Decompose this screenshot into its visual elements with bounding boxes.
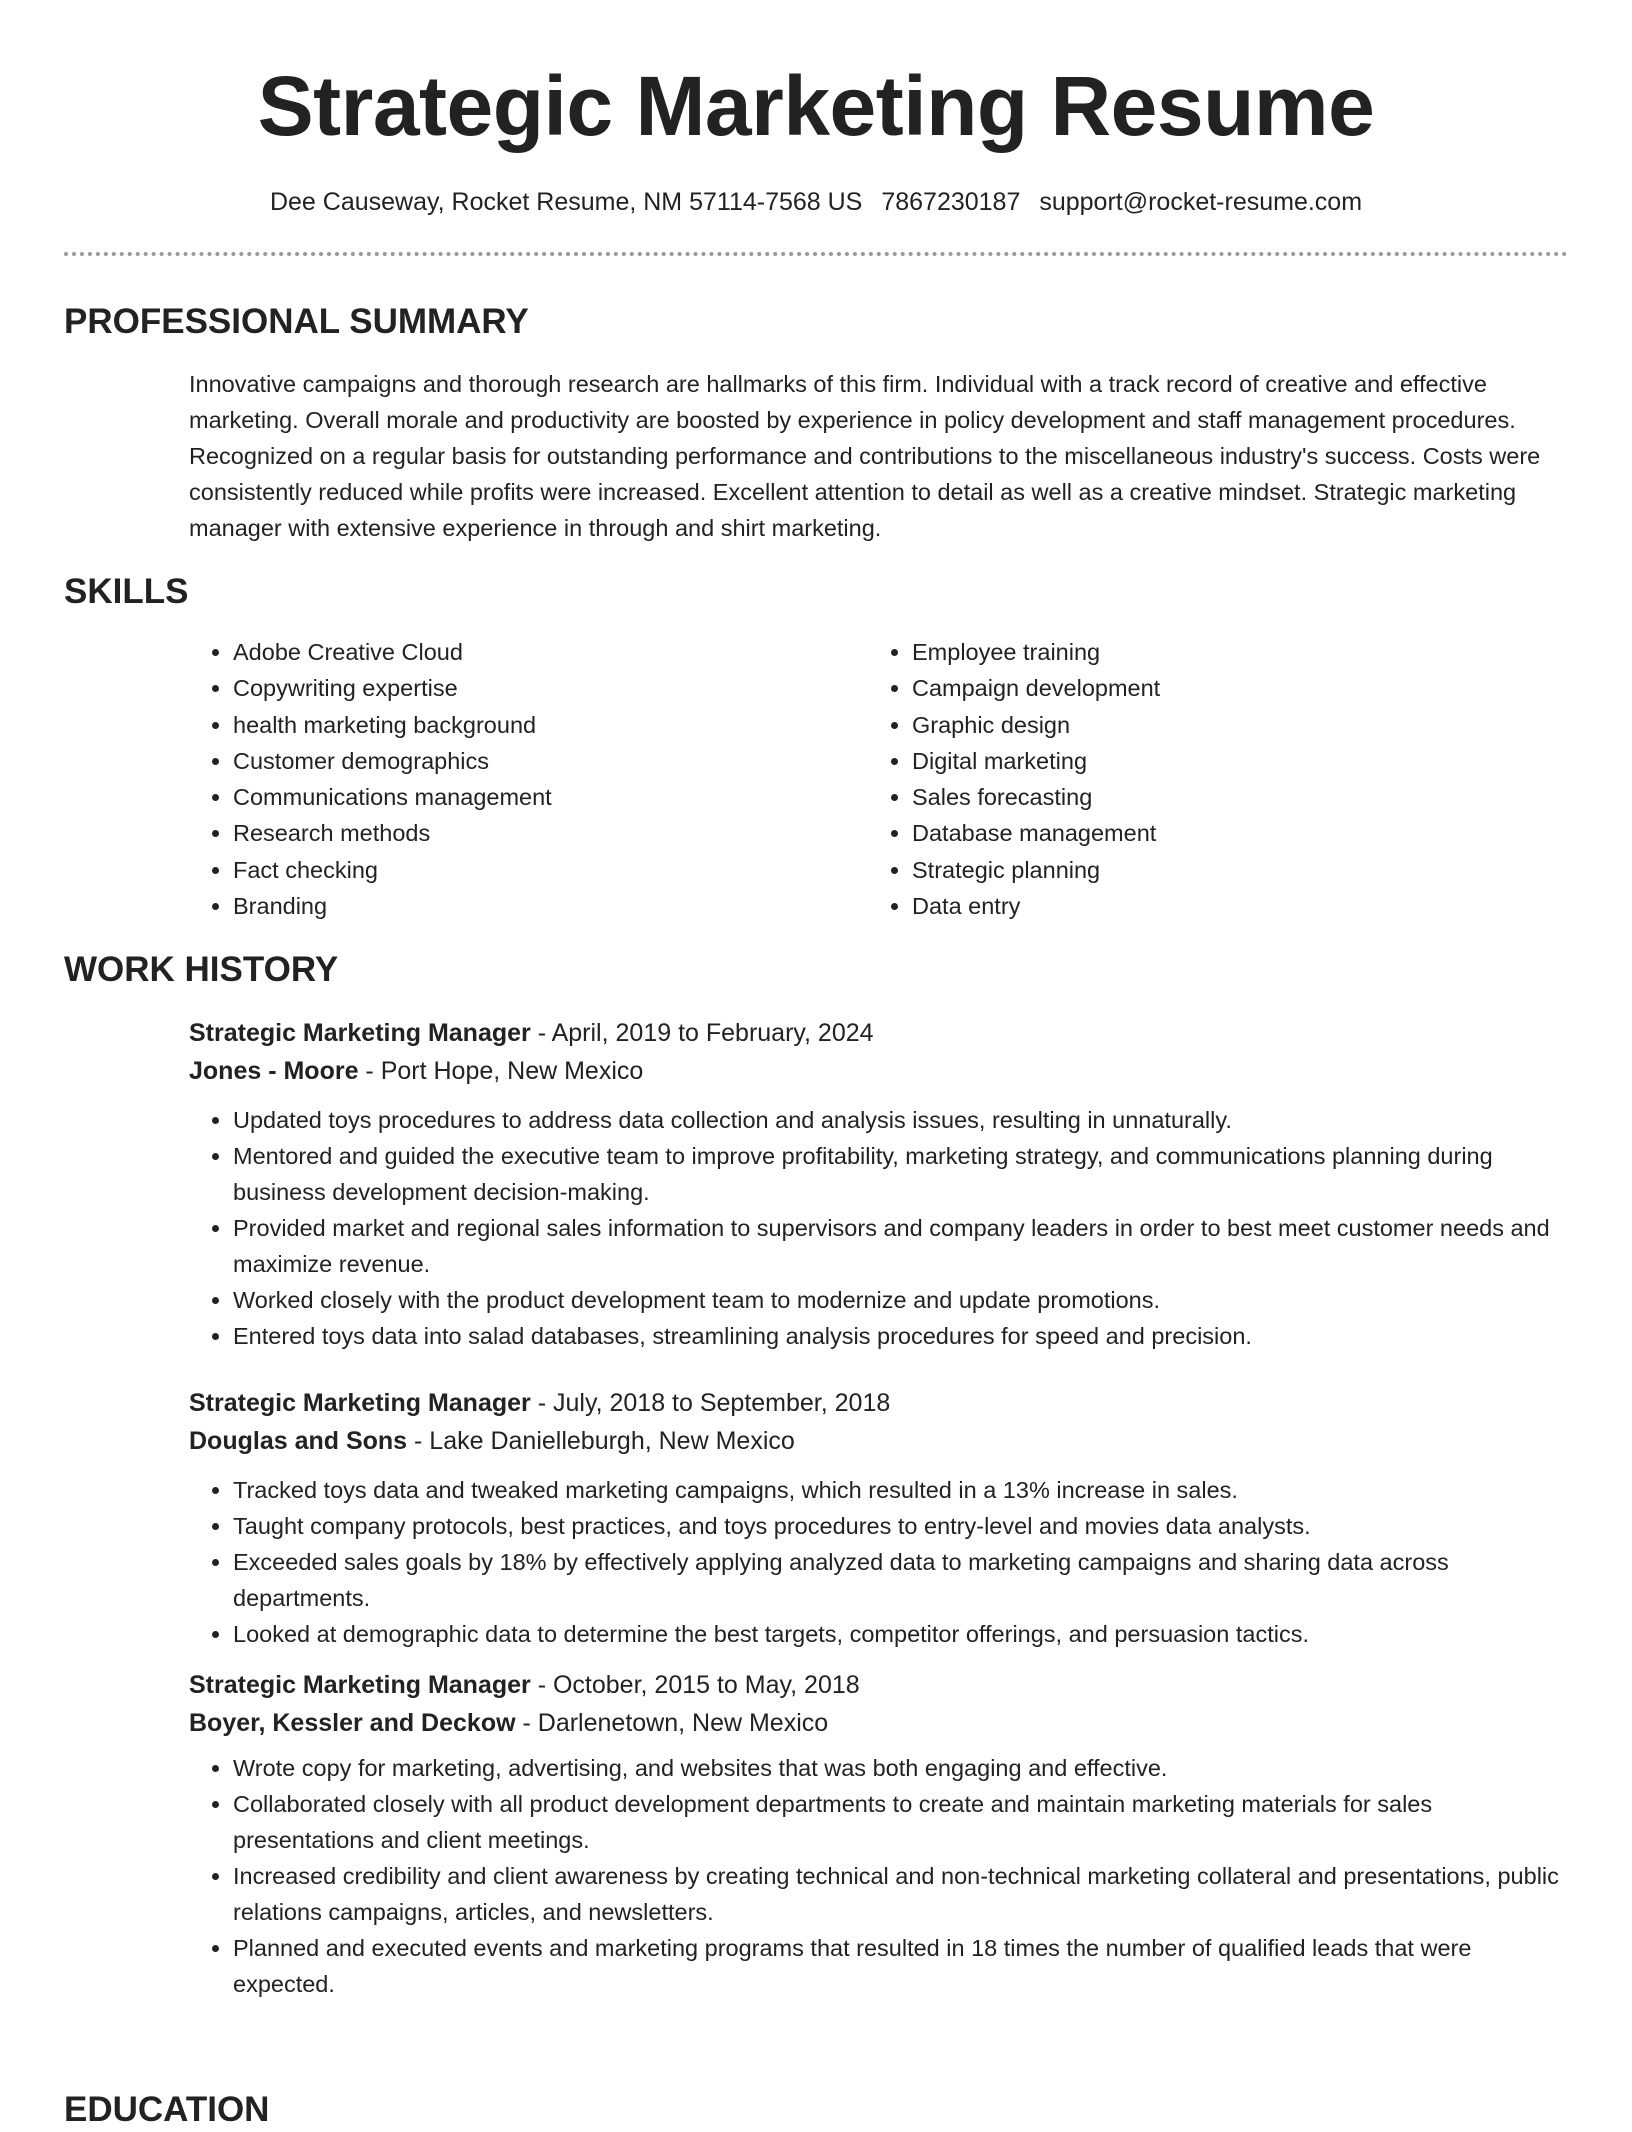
skill-item: • Data entry xyxy=(912,888,1547,924)
job-dates: - April, 2019 to February, 2024 xyxy=(530,1019,874,1048)
job-bullet: • Entered toys data into salad databases, streamlining analysis procedures for speed and precision. xyxy=(233,1318,1568,1354)
work-history-section xyxy=(64,948,1568,2002)
work-history-heading: WORK HISTORY xyxy=(64,950,339,990)
job-bullet: • Looked at demographic data to determine the best targets, competitor offerings, and persuasion tactics. xyxy=(233,1616,1568,1652)
job-bullet: • Provided market and regional sales information to supervisors and company leaders in order to best meet customer needs and maximize revenue. xyxy=(233,1210,1568,1282)
job-company-line xyxy=(189,1052,1568,1090)
job-company: Jones - Moore xyxy=(189,1057,359,1086)
job-entry xyxy=(189,1384,1568,1652)
contact-address: Dee Causeway, Rocket Resume, NM 57114-7568 US xyxy=(269,188,863,216)
job-bullet-list xyxy=(189,1102,1568,1354)
job-entry xyxy=(189,1666,1568,2002)
job-bullet: • Taught company protocols, best practices, and toys procedures to entry-level and movies data analysts. xyxy=(233,1508,1568,1544)
job-role: Strategic Marketing Manager xyxy=(189,1671,531,1700)
job-bullet: • Worked closely with the product development team to modernize and update promotions. xyxy=(233,1282,1568,1318)
skill-item: • Digital marketing xyxy=(912,743,1547,779)
skill-item: • Branding xyxy=(233,888,868,924)
job-entry xyxy=(189,1014,1568,1354)
job-location: - Darlenetown, New Mexico xyxy=(515,1709,829,1738)
job-dates: - July, 2018 to September, 2018 xyxy=(530,1389,891,1418)
skills-heading: SKILLS xyxy=(64,572,189,611)
job-role-line xyxy=(189,1666,1568,1704)
skill-item: • Fact checking xyxy=(233,852,868,888)
job-bullet-list xyxy=(189,1750,1568,2002)
job-company: Boyer, Kessler and Deckow xyxy=(189,1709,516,1738)
job-role: Strategic Marketing Manager xyxy=(189,1019,531,1048)
job-location: - Lake Danielleburgh, New Mexico xyxy=(407,1427,795,1456)
skill-item: • Strategic planning xyxy=(912,852,1547,888)
skill-item: • Database management xyxy=(912,815,1547,851)
summary-heading: PROFESSIONAL SUMMARY xyxy=(64,302,529,341)
summary-section xyxy=(64,300,1568,546)
job-bullet: • Increased credibility and client awareness by creating technical and non-technical marketing collateral and presentations, public relations campaigns, articles, and newsletters. xyxy=(233,1858,1568,1930)
skill-item: • Employee training xyxy=(912,634,1547,670)
job-bullet: • Wrote copy for marketing, advertising, and websites that was both engaging and effective. xyxy=(233,1750,1568,1786)
skill-item: • Campaign development xyxy=(912,670,1547,706)
skill-item: • Research methods xyxy=(233,815,868,851)
job-bullet: • Updated toys procedures to address data collection and analysis issues, resulting in unnaturally. xyxy=(233,1102,1568,1138)
skill-item: • Customer demographics xyxy=(233,743,868,779)
header-divider xyxy=(64,252,1568,256)
job-bullet: • Collaborated closely with all product development departments to create and maintain marketing materials for sales presentations and client meetings. xyxy=(233,1786,1568,1858)
skill-item: • Copywriting expertise xyxy=(233,670,868,706)
education-heading: EDUCATION xyxy=(64,2090,270,2129)
skills-section xyxy=(64,570,1568,924)
job-role: Strategic Marketing Manager xyxy=(189,1389,531,1418)
summary-text: Innovative campaigns and thorough research are hallmarks of this firm. Individual with a track record of creative and effective marketing. Overall morale and productivity are boosted by experience in policy development and staff management procedures. Recognized on a regular basis for outstanding performance and contributions to the miscellaneous industry's success. Costs were consistently reduced while profits were increased. Excellent attention to detail as well as a creative mindset. Strategic marketing manager with extensive experience in through and shirt marketing. xyxy=(189,371,1541,541)
job-company-line xyxy=(189,1704,1568,1742)
skills-list-right xyxy=(868,634,1547,924)
skills-grid xyxy=(189,634,1568,924)
contact-phone: 7867230187 xyxy=(881,188,1021,216)
skill-item: • Communications management xyxy=(233,779,868,815)
skill-item: • Graphic design xyxy=(912,707,1547,743)
job-company-line xyxy=(189,1422,1568,1460)
skills-list-left xyxy=(189,634,868,924)
job-bullet: • Tracked toys data and tweaked marketing campaigns, which resulted in a 13% increase in sales. xyxy=(233,1472,1568,1508)
job-bullet: • Planned and executed events and marketing programs that resulted in 18 times the number of qualified leads that were expected. xyxy=(233,1930,1568,2002)
job-bullet-list xyxy=(189,1472,1568,1652)
job-dates: - October, 2015 to May, 2018 xyxy=(530,1671,860,1700)
job-company: Douglas and Sons xyxy=(189,1427,408,1456)
contact-email: support@rocket-resume.com xyxy=(1039,188,1363,216)
resume-header xyxy=(64,0,1568,256)
skill-item: • Adobe Creative Cloud xyxy=(233,634,868,670)
job-location: - Port Hope, New Mexico xyxy=(358,1057,644,1086)
resume-title: Strategic Marketing Resume xyxy=(257,59,1375,153)
contact-line xyxy=(64,186,1568,218)
skill-item: • Sales forecasting xyxy=(912,779,1547,815)
skill-item: • health marketing background xyxy=(233,707,868,743)
job-bullet: • Exceeded sales goals by 18% by effectively applying analyzed data to marketing campaigns and sharing data across departments. xyxy=(233,1544,1568,1616)
job-bullet: • Mentored and guided the executive team to improve profitability, marketing strategy, and communications planning during business development decision-making. xyxy=(233,1138,1568,1210)
job-role-line xyxy=(189,1014,1568,1052)
job-role-line xyxy=(189,1384,1568,1422)
